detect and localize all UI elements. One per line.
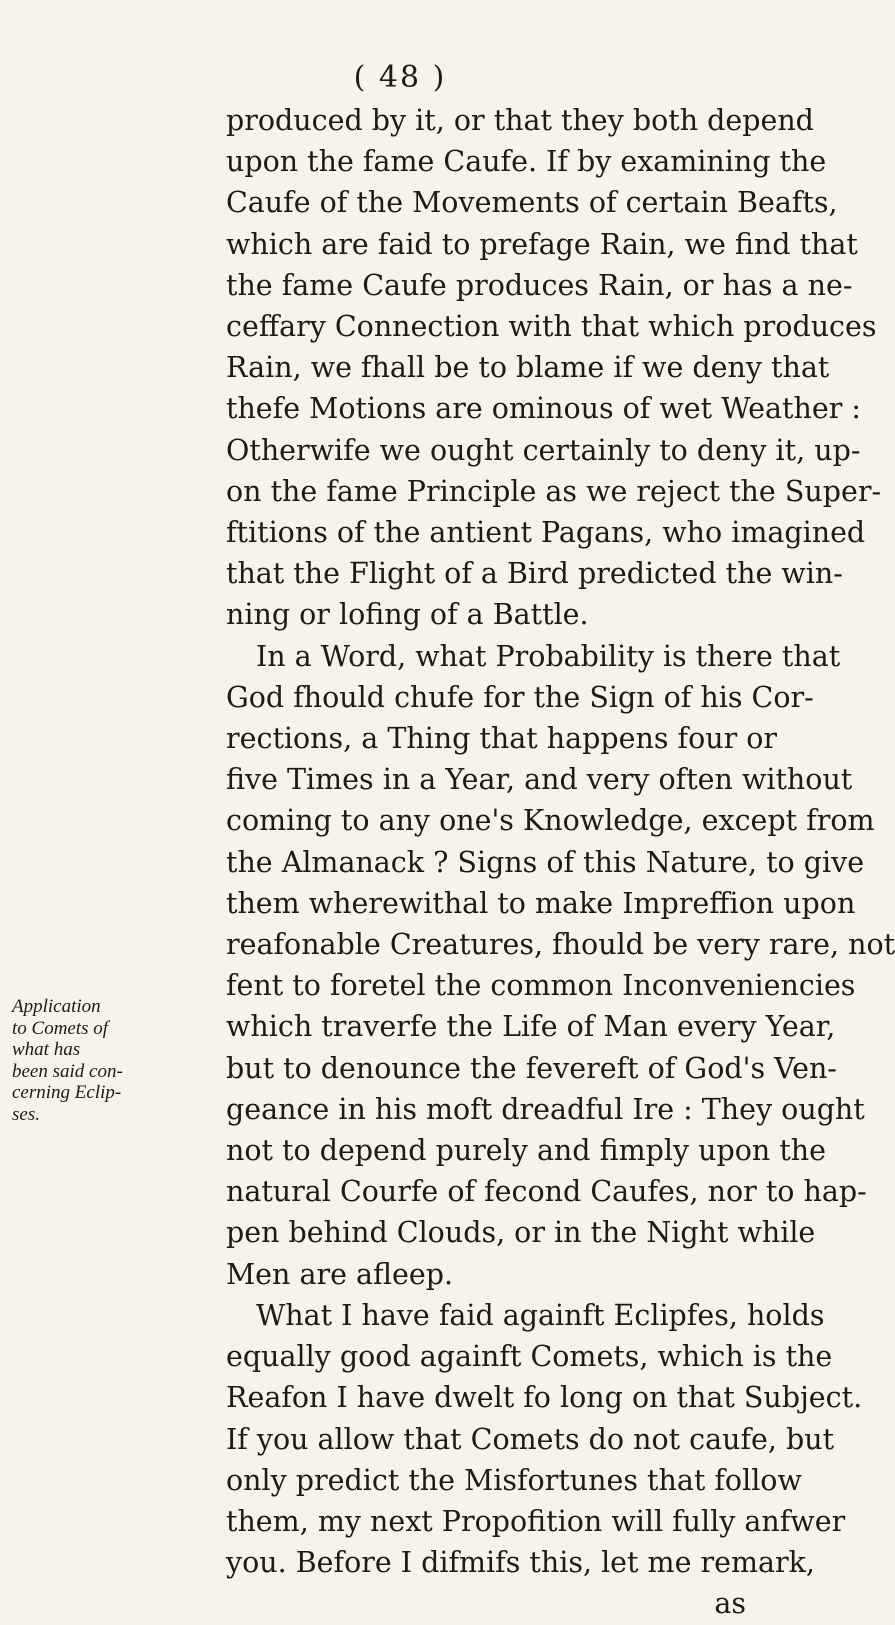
margin-note-line: ses. <box>12 1103 40 1125</box>
text-line: equally good againft Comets, which is the <box>226 1340 833 1374</box>
text-line: God fhould chufe for the Sign of his Cor- <box>226 680 814 714</box>
margin-note-line: Application <box>12 996 101 1017</box>
margin-note-line: to Comets of <box>12 1017 109 1039</box>
text-line: the fame Caufe produces Rain, or has a ne- <box>226 268 853 302</box>
text-line: ceffary Connection with that which produces <box>226 310 877 344</box>
text-line: Otherwife we ought certainly to deny it, up- <box>226 433 861 467</box>
text-line: on the fame Principle as we reject the Super- <box>226 474 882 508</box>
text-line: thefe Motions are ominous of wet Weather : <box>226 392 861 426</box>
margin-note-line: cerning Eclip- <box>12 1082 122 1103</box>
text-line: natural Courfe of fecond Caufes, nor to hap- <box>226 1175 867 1209</box>
text-line: you. Before I difmifs this, let me remark, <box>226 1546 815 1580</box>
text-line: reafonable Creatures, fhould be very rare, not <box>226 928 895 962</box>
text-line: produced by it, or that they both depend <box>226 104 814 137</box>
text-line: them, my next Propofition will fully anfwer <box>226 1504 846 1538</box>
margin-note <box>12 996 212 1125</box>
text-line: fent to foretel the common Inconveniencies <box>226 969 856 1003</box>
text-line: What I have faid againft Eclipfes, holds <box>256 1298 825 1332</box>
text-line: If you allow that Comets do not caufe, but <box>226 1422 835 1456</box>
text-line: coming to any one's Knowledge, except from <box>226 804 875 838</box>
text-line: pen behind Clouds, or in the Night while <box>226 1216 816 1250</box>
text-line: Caufe of the Movements of certain Beafts, <box>226 186 838 220</box>
text-line: which are faid to prefage Rain, we find that <box>226 227 858 261</box>
text-line: them wherewithal to make Impreffion upon <box>226 886 856 920</box>
text-line: ftitions of the antient Pagans, who imagined <box>226 516 866 550</box>
text-line: only predict the Misfortunes that follow <box>226 1463 802 1497</box>
text-line: geance in his moft dreadful Ire : They ought <box>226 1092 865 1126</box>
margin-note-line: what has <box>12 1039 81 1060</box>
text-line: five Times in a Year, and very often without <box>226 763 853 797</box>
page-number: ( 48 ) <box>353 60 447 95</box>
text-line: In a Word, what Probability is there that <box>256 639 841 673</box>
text-line: that the Flight of a Bird predicted the win- <box>226 557 843 591</box>
text-line: ning or lofing of a Battle. <box>226 598 589 632</box>
text-line: but to denounce the fevereft of God's Ven- <box>226 1051 837 1085</box>
text-line: the Almanack ? Signs of this Nature, to give <box>226 845 865 879</box>
text-line: Rain, we fhall be to blame if we deny that <box>226 351 830 385</box>
text-line: upon the fame Caufe. If by examining the <box>226 145 827 179</box>
text-line: not to depend purely and fimply upon the <box>226 1134 826 1168</box>
margin-note-line: been said con- <box>12 1060 123 1082</box>
text-line: rections, a Thing that happens four or <box>226 722 778 756</box>
text-line: Men are afleep. <box>226 1257 454 1291</box>
body-text <box>226 100 895 1625</box>
text-line: Reafon I have dwelt fo long on that Subject. <box>226 1381 863 1415</box>
text-line: which traverfe the Life of Man every Year, <box>226 1010 836 1044</box>
catchword: as <box>714 1587 746 1621</box>
